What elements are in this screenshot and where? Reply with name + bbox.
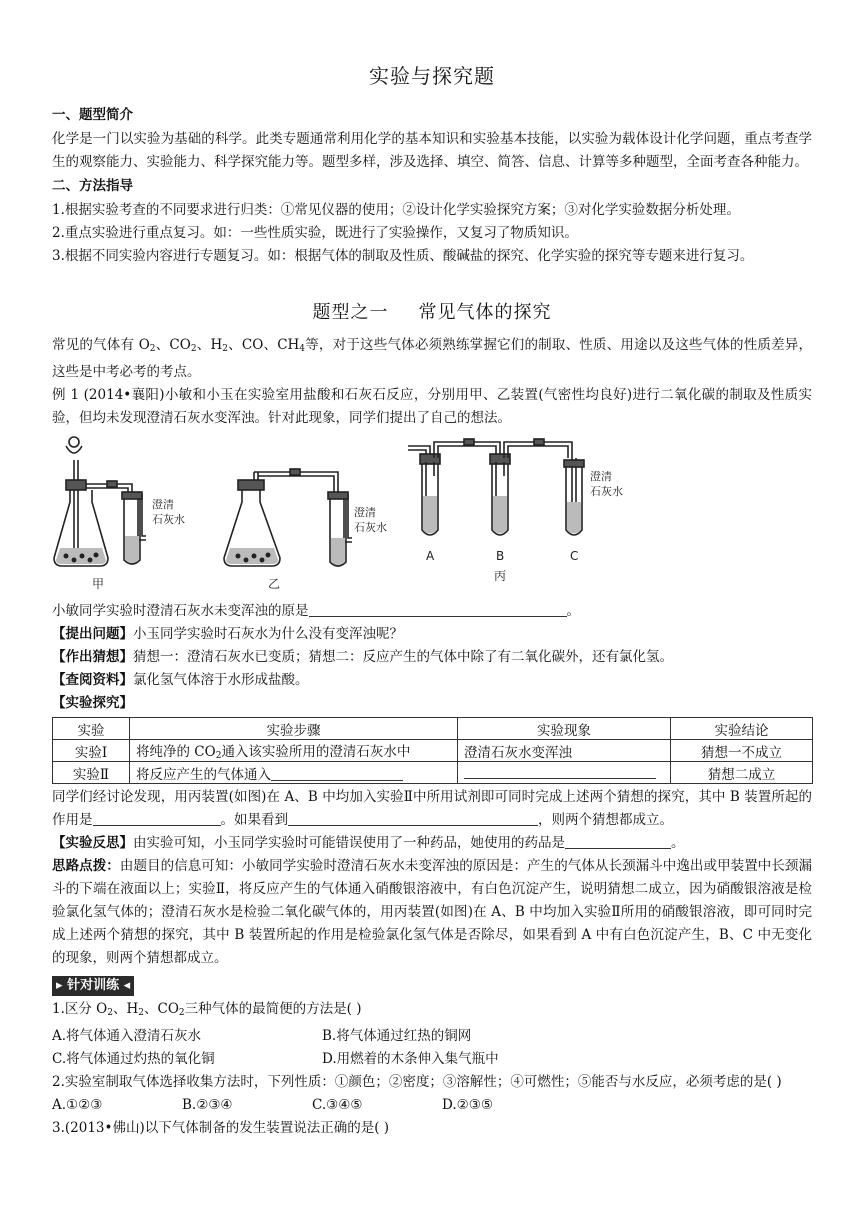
bing-tube-b-label: B — [496, 549, 505, 563]
experiment-conclusion: 猜想一不成立 — [671, 740, 813, 762]
section-1-text: 化学是一门以实验为基础的科学。此类专题通常利用化学的基本知识和实验基本技能，以实验为载体设计化学问题，重点考查学生的观察能力、实验能力、科学探究能力等。题型多样，涉及选择、填空、简答、信息、计算等多种题型，全面考查各种能力。 — [52, 131, 812, 170]
yi-limewater-label-1: 澄清 — [354, 506, 376, 519]
jia-limewater-label-1: 澄清 — [152, 498, 174, 511]
solution-hint: 思路点拨：由题目的信息可知：小敏同学实验时澄清石灰水未变浑浊的原因是：产生的气体从长颈漏斗中逸出或甲装置中长颈漏斗的下端在液面以上；实验Ⅱ，将反应产生的气体通入硝酸银溶液中，有白色沉淀产生，说明猜想二成立，因为硝酸银溶液是检验氯化氢气体的；澄清石灰水是检验二氧化碳气体的，用丙装置(如图)在 A、B 中均加入实验Ⅱ所用的硝酸银溶液，即可同时完成上述两个猜想的探究，其中 B 装置所起的作用是检验氯化氢气体是否除尽，如果看到 A 中有白色沉淀产生，B、C 中无变化的现象，则两个猜想都成立。 — [52, 858, 813, 966]
apparatus-yi-figure — [220, 436, 390, 596]
table-header: 实验现象 — [458, 718, 671, 740]
q1-option-a[interactable]: A.将气体通入澄清石灰水 — [52, 1028, 202, 1044]
topic-name: 常见气体的探究 — [418, 302, 552, 323]
bing-label: 丙 — [494, 569, 507, 583]
method-item-1: 1.根据实验考查的不同要求进行归类：①常见仪器的使用；②设计化学实验探究方案；③对化学实验数据分析处理。 — [52, 202, 740, 218]
practice-badge: ▸ 针对训练 ◂ — [52, 976, 134, 996]
question-2-stem: 2.实验室制取气体选择收集方法时，下列性质：①颜色；②密度；③溶解性；④可燃性；⑤能否与水反应，必须考虑的是( ) — [52, 1074, 782, 1090]
experiment-name: 实验Ⅰ — [53, 740, 130, 762]
apparatus-bing-figure — [404, 436, 644, 596]
reference-info: 【查阅资料】氯化氢气体溶于水形成盐酸。 — [52, 672, 309, 688]
bing-limewater-label-1: 澄清 — [590, 470, 612, 483]
q2-option-b[interactable]: B.②③④ — [182, 1097, 233, 1113]
experiment-name: 实验Ⅱ — [53, 762, 130, 784]
q2-option-c[interactable]: C.③④⑤ — [312, 1097, 363, 1113]
section-2-heading: 二、方法指导 — [52, 178, 133, 194]
experiment-conclusion: 猜想二成立 — [671, 762, 813, 784]
reason-answer-blank[interactable] — [309, 602, 567, 617]
table-header: 实验结论 — [671, 718, 813, 740]
make-guess: 【作出猜想】猜想一：澄清石灰水已变质；猜想二：反应产生的气体中除了有二氧化碳外，还有氯化氢。 — [52, 649, 673, 665]
method-item-3: 3.根据不同实验内容进行专题复习。如：根据气体的制取及性质、酸碱盐的探究、化学实验的探究等专题来进行复习。 — [52, 248, 754, 264]
question-1-options-row-2 — [52, 1048, 812, 1071]
bing-tube-c-label: C — [570, 549, 579, 563]
experiment-reflection: 【实验反思】由实验可知，小玉同学实验时可能错误使用了一种药品，她使用的药品是 。 — [52, 835, 685, 851]
question-3-stem: 3.(2013•佛山)以下气体制备的发生装置说法正确的是( ) — [52, 1120, 390, 1136]
experiment-step: 将反应产生的气体通入 — [130, 762, 458, 784]
topic-title — [52, 298, 812, 324]
table-header: 实验 — [53, 718, 130, 740]
jia-label: 甲 — [92, 577, 105, 591]
topic-number: 题型之一 — [312, 302, 389, 323]
b-role-answer-blank[interactable] — [93, 811, 221, 826]
method-item-2: 2.重点实验进行重点复习。如：一些性质实验，既进行了实验操作，又复习了物质知识。 — [52, 225, 578, 241]
jia-limewater-label-2: 石灰水 — [152, 513, 185, 526]
step-answer-blank[interactable] — [271, 766, 403, 781]
section-1-heading: 一、题型简介 — [52, 107, 133, 123]
question-2-options — [52, 1094, 812, 1117]
apparatus-jia-figure — [52, 436, 212, 596]
reagent-answer-blank[interactable] — [565, 834, 671, 849]
experiment-phenomenon — [458, 762, 671, 784]
observation-answer-blank[interactable] — [288, 811, 538, 826]
bing-tube-a-label: A — [426, 549, 435, 563]
experiment-phenomenon: 澄清石灰水变浑浊 — [458, 740, 671, 762]
table-header-row — [53, 718, 813, 740]
phenomenon-answer-blank[interactable] — [464, 764, 656, 779]
page-title: 实验与探究题 — [369, 64, 495, 88]
bing-limewater-label-2: 石灰水 — [590, 485, 623, 498]
q1-option-d[interactable]: D.用燃着的木条伸入集气瓶中 — [322, 1051, 499, 1067]
explore-label: 【实验探究】 — [52, 695, 133, 711]
table-row — [53, 740, 813, 762]
ask-question: 【提出问题】小玉同学实验时石灰水为什么没有变浑浊呢？ — [52, 626, 403, 642]
q2-option-d[interactable]: D.②③⑤ — [442, 1097, 493, 1113]
question-1-stem: 1.区分 $O_2$、$H_2$、$CO_2$三种气体的最简便的方法是( ) — [52, 1001, 362, 1018]
yi-label: 乙 — [268, 577, 281, 591]
table-header: 实验步骤 — [130, 718, 458, 740]
reason-question: 小敏同学实验时澄清石灰水未变浑浊的原是 。 — [52, 603, 580, 619]
yi-limewater-label-2: 石灰水 — [354, 521, 387, 534]
discussion-question: 同学们经讨论发现，用丙装置(如图)在 A、B 中均加入实验Ⅱ中所用试剂即可同时完成上述两个猜想的探究，其中 B 装置所起的作用是 。如果看到 ，则两个猜想都成立。 — [52, 789, 812, 828]
question-1-options-row-1 — [52, 1025, 812, 1048]
q1-option-b[interactable]: B.将气体通过红热的铜网 — [322, 1028, 472, 1044]
q2-option-a[interactable]: A.①②③ — [52, 1097, 103, 1113]
example-1-stem: 例 1 (2014•襄阳)小敏和小玉在实验室用盐酸和石灰石反应，分别用甲、乙装置(气密性均良好)进行二氧化碳的制取及性质实验，但均未发现澄清石灰水变浑浊。针对此现象，同学们提出了自己的想法。 — [52, 387, 812, 426]
experiment-step: 将纯净的 $CO_2$通入该实验所用的澄清石灰水中 — [130, 740, 458, 762]
document-page — [52, 60, 812, 1140]
experiment-table — [52, 717, 813, 784]
q1-option-c[interactable]: C.将气体通过灼热的氧化铜 — [52, 1051, 215, 1067]
apparatus-figures — [52, 436, 812, 596]
table-row — [53, 762, 813, 784]
intro-text: 常见的气体有 $O_2$、$CO_2$、$H_2$、CO、$CH_4$等，对于这些气体必须熟练掌握它们的制取、性质、用途以及这些气体的性质差异，这些是中考必考的考点。 — [52, 337, 813, 380]
